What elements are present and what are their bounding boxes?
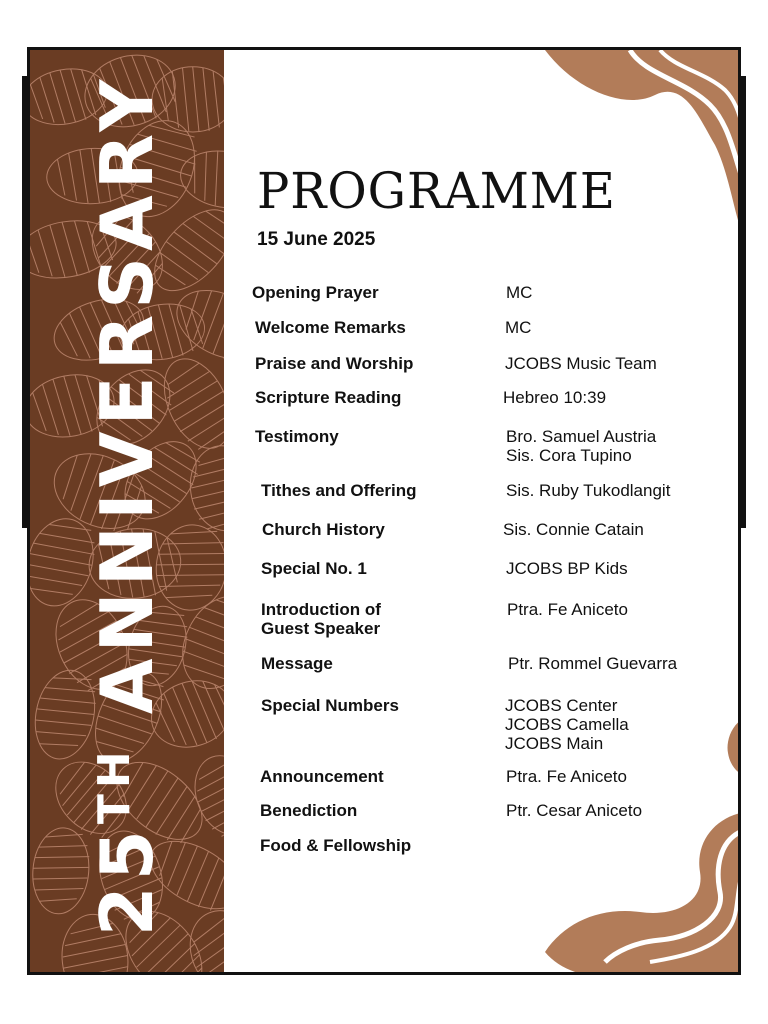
programme-person: Sis. Ruby Tukodlangit [506, 481, 671, 500]
event-date: 15 June 2025 [257, 229, 376, 250]
programme-person: Bro. Samuel Austria Sis. Cora Tupino [506, 427, 657, 465]
programme-person: MC [505, 318, 532, 337]
bottom-right-swirl [545, 812, 741, 975]
programme-item: Welcome Remarks [255, 318, 406, 337]
programme-item: Opening Prayer [252, 283, 379, 302]
anniversary-banner-text [85, 74, 169, 937]
anniversary-number: 25 [85, 824, 169, 937]
programme-item: Food & Fellowship [260, 836, 412, 855]
anniversary-word: ANNIVERSARY [85, 73, 169, 715]
programme-item: Scripture Reading [255, 388, 402, 407]
page-title: PROGRAMME [257, 162, 616, 220]
programme-person: Ptr. Cesar Aniceto [506, 801, 643, 820]
right-edge-bar [741, 76, 746, 528]
programme-item: Introduction of Guest Speaker [261, 600, 381, 638]
programme-item: Church History [262, 520, 385, 539]
programme-item: Special Numbers [261, 696, 399, 715]
anniversary-side-band [30, 50, 224, 972]
programme-item: Praise and Worship [255, 354, 414, 373]
programme-person: JCOBS BP Kids [506, 559, 628, 578]
programme-person: MC [506, 283, 533, 302]
programme-item: Message [261, 654, 333, 673]
programme-item: Special No. 1 [261, 559, 367, 578]
programme-person: Ptra. Fe Aniceto [507, 600, 628, 619]
programme-item: Announcement [260, 767, 384, 786]
programme-person: JCOBS Center JCOBS Camella JCOBS Main [505, 696, 629, 753]
programme-item: Testimony [255, 427, 339, 446]
programme-item: Benediction [260, 801, 358, 820]
programme-person: Hebreo 10:39 [503, 388, 607, 407]
programme-person: Ptr. Rommel Guevarra [508, 654, 678, 673]
programme-person: Ptra. Fe Aniceto [506, 767, 627, 786]
programme-person: JCOBS Music Team [505, 354, 657, 373]
programme-item: Tithes and Offering [261, 481, 417, 500]
right-edge-swirl [720, 718, 741, 778]
anniversary-ordinal: TH [89, 745, 140, 825]
programme-page [27, 47, 741, 975]
top-right-swirl [535, 50, 741, 250]
programme-person: Sis. Connie Catain [503, 520, 644, 539]
